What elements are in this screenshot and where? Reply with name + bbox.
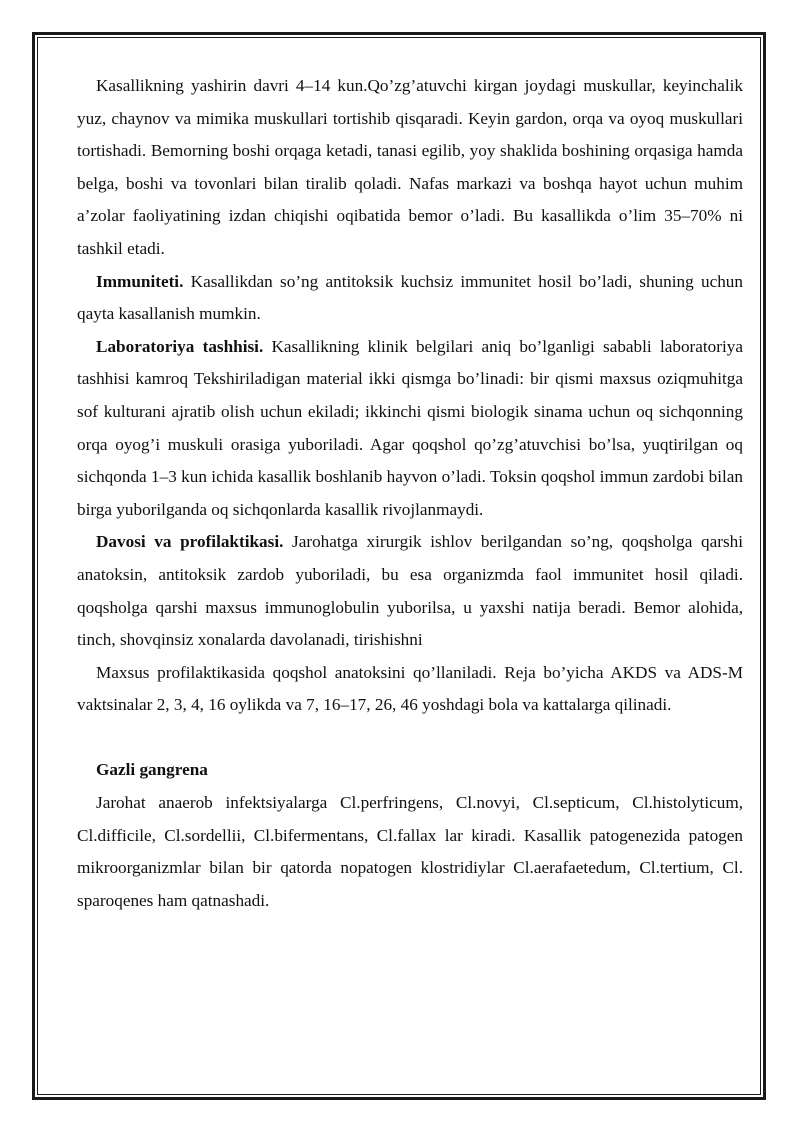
section-title	[77, 754, 743, 787]
paragraph-gas-gangrene: Jarohat anaerob infektsiyalarga Cl.perfringens, Cl.novyi, Cl.septicum, Cl.histolyticum, Cl.difficile, Cl.sordellii, Cl.bifermentans, Cl.fallax lar kiradi. Kasallik patogenezida patogen mikroorganizmlar bilan bir qatorda nopatogen klostridiylar Cl.aerafaetedum, Cl.tertium, Cl. sparoqenes ham qatnashadi.	[77, 793, 743, 910]
paragraph-prophylaxis: Maxsus profilaktikasida qoqshol anatoksini qo’llaniladi. Reja bo’yicha AKDS va ADS-M vaktsinalar 2, 3, 4, 16 oylikda va 7, 16–17, 26, 46 yoshdagi bola va kattalarga qilinadi.	[77, 662, 743, 715]
heading-treatment: Davosi va profilaktikasi.	[96, 532, 284, 552]
text-immunity: Kasallikdan so’ng antitoksik kuchsiz immunitet hosil bo’ladi, shuning uchun qayta kasallanish mumkin.	[77, 271, 743, 324]
blank-line	[77, 722, 743, 755]
paragraph-incubation: Kasallikning yashirin davri 4–14 kun.Qo’zg’atuvchi kirgan joydagi muskullar, keyinchalik yuz, chaynov va mimika muskullari tortishib qisqaradi. Keyin gardon, orqa va oyoq muskullari tortishadi. Bemorning boshi orqaga ketadi, tanasi egilib, yoy shaklida boshining orqasiga hamda belga, boshi va tovonlari bilan tiralib qoladi. Nafas markazi va boshqa hayot uchun muhim a’zolar faoliyatining izdan chiqishi oqibatida bemor o’ladi. Bu kasallikda o’lim 35–70% ni tashkil etadi.	[77, 76, 743, 258]
document-body	[77, 70, 743, 917]
text-lab-diagnosis: Kasallikning klinik belgilari aniq bo’lganligi sababli laboratoriya tashhisi kamroq Tekshiriladigan material ikki qismga bo’linadi: bir qismi maxsus oziqmuhitga sof kulturani ajratib olish uchun ekiladi; ikkinchi qismi biologik sinama uchun oq sichqonning orqa oyog’i muskuli orasiga yuboriladi. Agar qoqshol qo’zg’atuvchisi bo’lsa, yuqtirilgan oq sichqonda 1–3 kun ichida kasallik boshlanib hayvon o’ladi. Toksin qoqshol immun zardobi bilan birga yuborilganda oq sichqonlarda kasallik rivojlanmaydi.	[77, 336, 743, 519]
paragraph-immunity	[77, 266, 743, 331]
section-title-text: Gazli gangrena	[96, 760, 208, 780]
paragraph-treatment	[77, 526, 743, 656]
heading-immunity: Immuniteti.	[96, 271, 184, 291]
heading-lab-diagnosis: Laboratoriya tashhisi.	[96, 336, 264, 356]
text-treatment: Jarohatga xirurgik ishlov berilgandan so’ng, qoqsholga qarshi anatoksin, antitoksik zardob yuboriladi, bu esa organizmda faol immunitet hosil qiladi. qoqsholga qarshi maxsus immunoglobulin yuborilsa, u yaxshi natija beradi. Bemor alohida, tinch, shovqinsiz xonalarda davolanadi, tirishishni	[77, 532, 743, 650]
paragraph-lab-diagnosis	[77, 331, 743, 527]
